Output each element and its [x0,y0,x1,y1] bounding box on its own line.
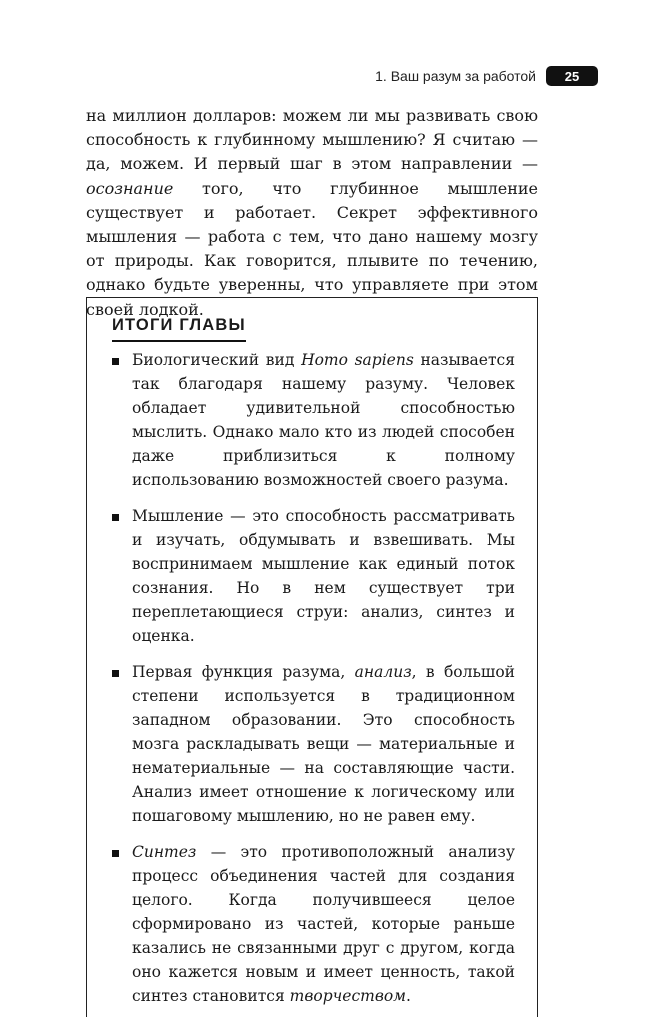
bullet-italic: Синтез [132,843,197,861]
bullet-text: . [406,987,411,1005]
page-number: 25 [546,66,598,86]
body-text-1: на миллион долларов: можем ли мы развивать свою способность к глубинному мышлению? Я считаю — да, можем. И первый шаг в этом направлении — [86,106,538,174]
list-item [112,840,515,1008]
bullet-text: Биологический вид [132,351,302,369]
bullet-italic: Homo sapiens [301,351,414,369]
bullet-text: , в большой степени используется в традиционном западном образовании. Это способность мозга раскладывать вещи — материальные и нематериальные — на составляющие части. Анализ имеет отношение к логическому или пошаговому мышлению, но не равен ему. [132,663,515,825]
list-item [112,348,515,492]
body-paragraph [86,104,538,322]
chapter-summary-box [86,297,538,1017]
bullet-italic: анализ [354,663,412,681]
summary-title: ИТОГИ ГЛАВЫ [112,316,246,342]
bullet-text: называется так благодаря нашему разуму. Человек обладает удивительной способностью мыслить. Однако мало кто из людей способен даже приблизиться к полному использованию возможностей своего разума. [132,351,515,489]
body-text-italic: осознание [86,178,174,198]
summary-list [112,348,515,1020]
list-item [112,504,515,648]
chapter-title: 1. Ваш разум за работой [375,68,536,84]
list-item [112,660,515,828]
bullet-text: — это противоположный анализу процесс объединения частей для создания целого. Когда получившееся целое сформировано из частей, которые раньше казались не связанными друг с другом, когда оно кажется новым и имеет ценность, такой синтез становится [132,843,515,1005]
running-head [375,66,598,86]
bullet-italic: творчеством [289,987,407,1005]
bullet-text: Мышление — это способность рассматривать и изучать, обдумывать и взвешивать. Мы воспринимаем мышление как единый поток сознания. Но в нем существует три переплетающиеся струи: анализ, синтез и оценка. [132,507,515,645]
bullet-text: Первая функция разума, [132,663,355,681]
body-text-2: того, что глубинное мышление существует и работает. Секрет эффективного мышления — работа с тем, что дано нашему мозгу от природы. Как говорится, плывите по течению, однако будьте уверенны, что управляете при этом своей лодкой. [86,178,538,319]
